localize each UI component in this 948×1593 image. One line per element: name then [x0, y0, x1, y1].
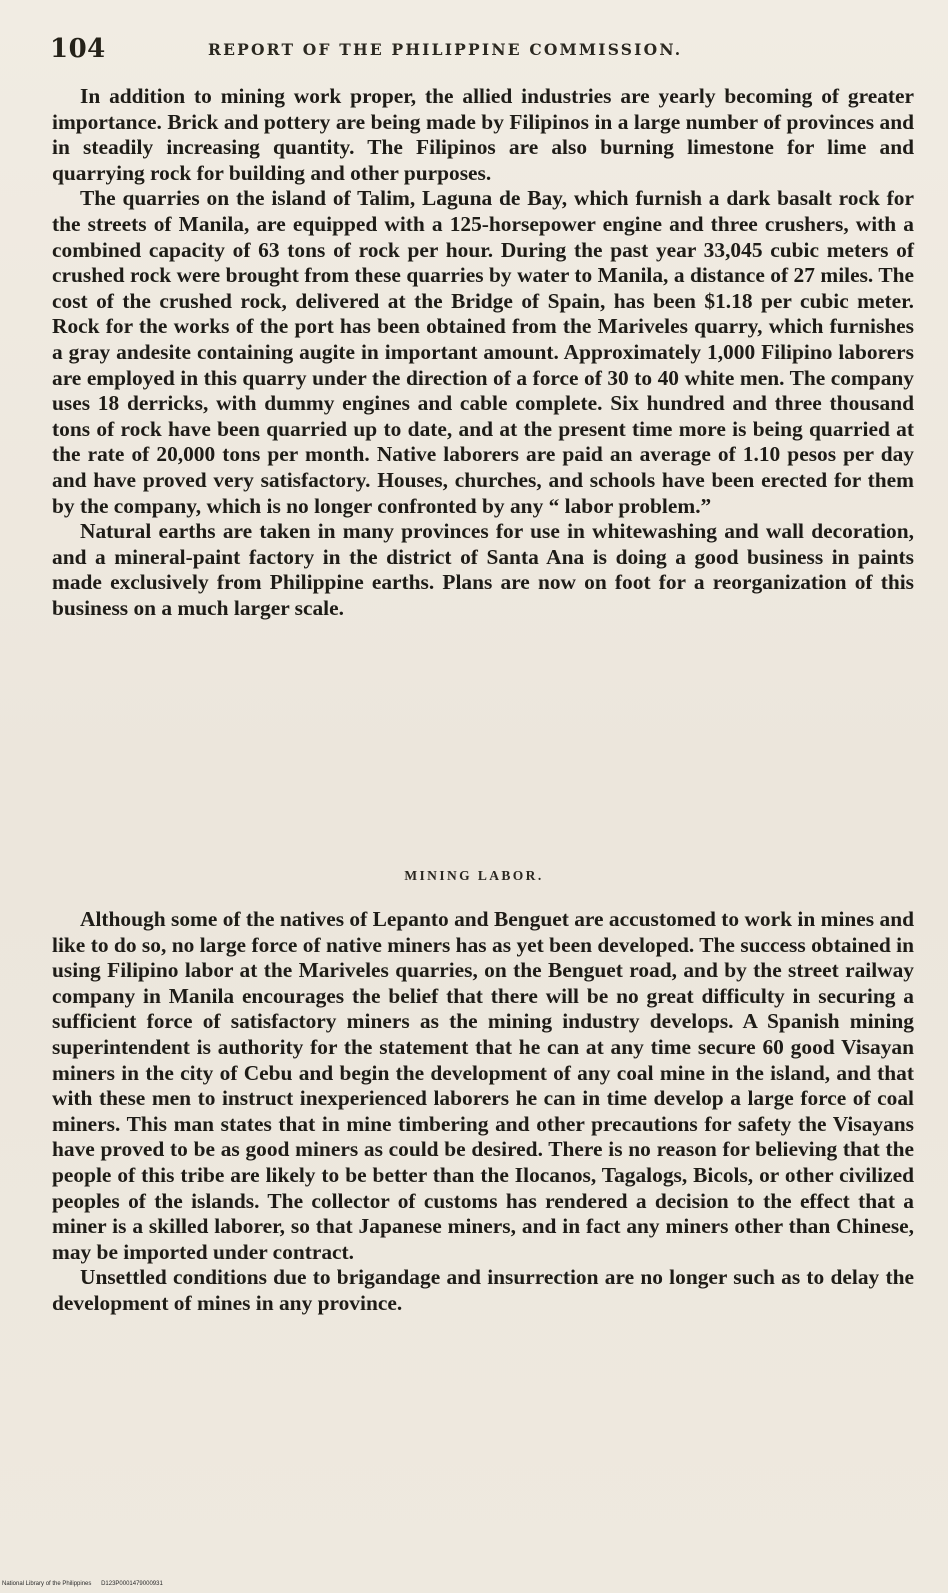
body-text-top [52, 84, 914, 621]
body-text-bottom [52, 907, 914, 1317]
paragraph-natural-earths: Natural earths are taken in many provinces for use in whitewashing and wall decoration, and a mineral-paint factory in the district of Santa Ana is doing a good business in paints made exclusively from Philippine earths. Plans are now on foot for a reorganization of this business on a much larger scale. [52, 519, 914, 620]
scan-footer [2, 1581, 171, 1587]
paragraph-allied-industries: In addition to mining work proper, the allied industries are yearly becoming of greater importance. Brick and pottery are being made by Filipinos in a large number of provinces and in steadily increasing quantity. The Filipinos are also burning limestone for lime and quarrying rock for building and other purposes. [52, 84, 914, 185]
paragraph-mining-labor: Although some of the natives of Lepanto and Benguet are accustomed to work in mines and like to do so, no large force of native miners has as yet been developed. The success obtained in using Filipino labor at the Mariveles quarries, on the Benguet road, and by the street railway company in Manila encourages the belief that there will be no great difficulty in securing a sufficient force of satisfactory miners as the mining industry develops. A Spanish mining superintendent is authority for the statement that he can at any time secure 60 good Visayan miners in the city of Cebu and begin the development of any coal mine in the island, and that with these men to instruct inexperienced laborers he can in time develop a large force of coal miners. This man states that in mine timbering and other precautions for safety the Visayans have proved to be as good miners as could be desired. There is no reason for believing that the people of this tribe are likely to be better than the Ilocanos, Tagalogs, Bicols, or other civilized peoples of the islands. The collector of customs has rendered a decision to the effect that a miner is a skilled laborer, so that Japanese miners, and in fact any miners other than Chinese, may be imported under contract. [52, 907, 914, 1264]
running-head [50, 34, 908, 68]
page-number: 104 [50, 34, 106, 64]
footer-library: National Library of the Philippines [2, 1581, 92, 1587]
footer-identifier: D123P0001479000931 [101, 1581, 163, 1587]
paragraph-talim-quarries: The quarries on the island of Talim, Laguna de Bay, which furnish a dark basalt rock for the streets of Manila, are equipped with a 125-horsepower engine and three crushers, with a combined capacity of 63 tons of rock per hour. During the past year 33,045 cubic meters of crushed rock were brought from these quarries by water to Manila, a distance of 27 miles. The cost of the crushed rock, delivered at the Bridge of Spain, has been $1.18 per cubic meter. Rock for the works of the port has been obtained from the Mariveles quarry, which furnishes a gray andesite containing augite in important amount. Approximately 1,000 Filipino laborers are employed in this quarry under the direction of a force of 30 to 40 white men. The company uses 18 derricks, with dummy engines and cable complete. Six hundred and three thousand tons of rock have been quarried up to date, and at the present time more is being quarried at the rate of 20,000 tons per month. Native laborers are paid an average of 1.10 pesos per day and have proved very satisfactory. Houses, churches, and schools have been erected for them by the company, which is no longer confronted by any “ labor problem.” [52, 186, 914, 518]
paragraph-unsettled-conditions: Unsettled conditions due to brigandage and insurrection are no longer such as to delay the development of mines in any province. [52, 1265, 914, 1315]
section-heading: MINING LABOR. [404, 868, 544, 883]
header-title: REPORT OF THE PHILIPPINE COMMISSION. [208, 40, 683, 59]
